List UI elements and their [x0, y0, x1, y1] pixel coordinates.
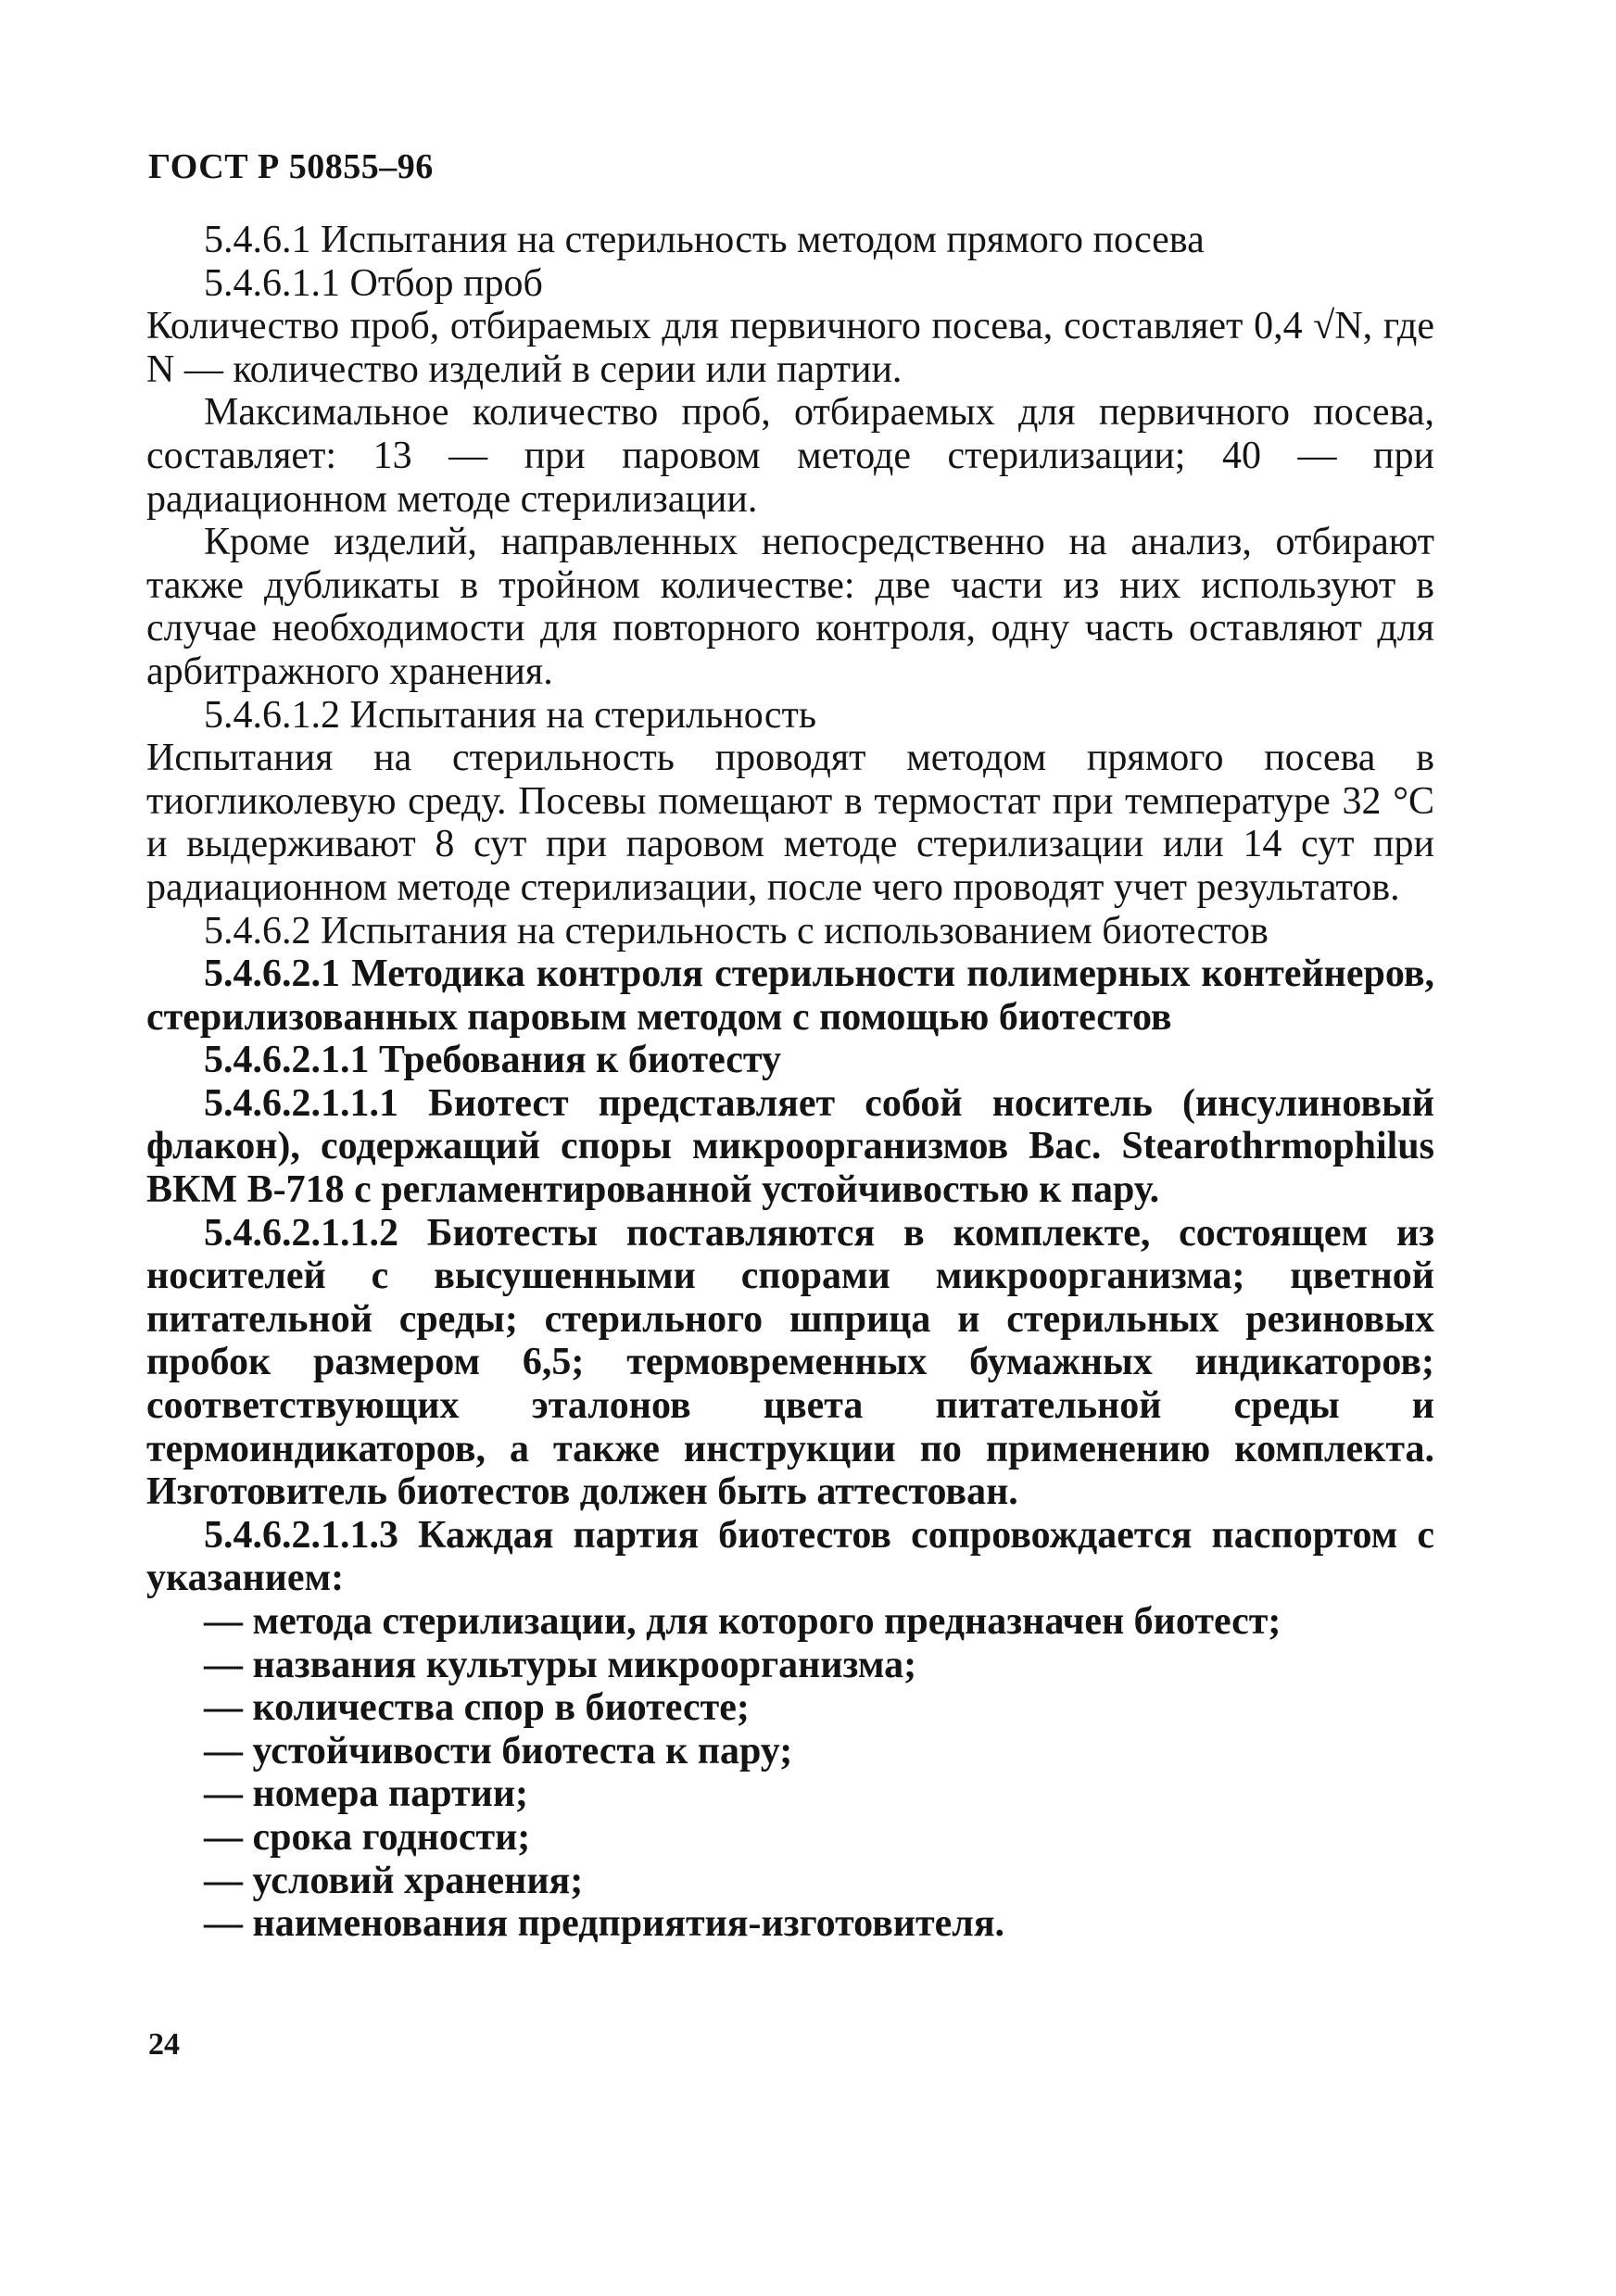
list-item: — номера партии; — [204, 1772, 529, 1816]
paragraph-biotest-definition: 5.4.6.2.1.1.1 Биотест представляет собой носитель (инсулиновый флакон), содержащий споры микроорганизмов Bac. Stearothrmophilus ВКМ В-718 с регламентированной устойчивостью к пару. — [146, 1081, 1434, 1212]
section-5-4-6-1-2-heading: 5.4.6.1.2 Испытания на стерильность — [204, 693, 816, 737]
section-5-4-6-1-1-heading: 5.4.6.1.1 Отбор проб — [204, 261, 543, 305]
paragraph-biotest-passport: 5.4.6.2.1.1.3 Каждая партия биотестов сопровождается паспортом с указанием: — [146, 1513, 1434, 1600]
list-item: — названия культуры микроорганизма; — [204, 1643, 917, 1686]
passport-requirements-list — [146, 1600, 1434, 1946]
paragraph-biotest-kit: 5.4.6.2.1.1.2 Биотесты поставляются в комплекте, состоящем из носителей с высушенными спорами микроорганизма; цветной питательной среды; стерильного шприца и стерильных резиновых пробок размером 6,5; термовременных бумажных индикаторов; соответствующих эталонов цвета питательной среды и термоиндикаторов, а также инструкции по применению комплекта. Изготовитель биотестов должен быть аттестован. — [146, 1211, 1434, 1514]
paragraph-sample-count: Количество проб, отбираемых для первичного посева, составляет 0,4 √N, где N — количество изделий в серии или партии. — [146, 305, 1434, 391]
list-item: — условий хранения; — [204, 1859, 584, 1902]
list-item: — наименования предприятия-изготовителя. — [204, 1902, 1005, 1946]
section-5-4-6-1-heading: 5.4.6.1 Испытания на стерильность методом прямого посева — [204, 219, 1205, 261]
list-item: — количества спор в биотесте; — [204, 1686, 750, 1730]
list-item: — устойчивости биотеста к пару; — [204, 1729, 793, 1772]
paragraph-max-samples: Максимальное количество проб, отбираемых для первичного посева, составляет: 13 — при паровом методе стерилизации; 40 — при радиационном методе стерилизации. — [146, 391, 1434, 521]
list-item: — метода стерилизации, для которого предназначен биотест; — [204, 1600, 1281, 1643]
standard-header: ГОСТ Р 50855–96 — [148, 147, 434, 186]
section-5-4-6-2-1-heading: 5.4.6.2.1 Методика контроля стерильности полимерных контейнеров, стерилизованных паровым методом с помощью биотестов — [146, 952, 1434, 1039]
section-5-4-6-2-heading: 5.4.6.2 Испытания на стерильность с использованием биотестов — [204, 909, 1269, 952]
document-body — [146, 219, 1434, 1946]
section-5-4-6-2-1-1-heading: 5.4.6.2.1.1 Требования к биотесту — [204, 1039, 781, 1082]
paragraph-direct-inoculation: Испытания на стерильность проводят методом прямого посева в тиогликолевую среду. Посевы помещают в термостат при температуре 32 °С и выдерживают 8 сут при паровом методе стерилизации или 14 сут при радиационном методе стерилизации, после чего проводят учет результатов. — [146, 737, 1434, 909]
paragraph-duplicates: Кроме изделий, направленных непосредственно на анализ, отбирают также дубликаты в тройном количестве: две части из них используют в случае необходимости для повторного контроля, одну часть оставляют для арбитражного хранения. — [146, 521, 1434, 693]
page-number: 24 — [148, 2027, 180, 2062]
list-item: — срока годности; — [204, 1815, 531, 1859]
